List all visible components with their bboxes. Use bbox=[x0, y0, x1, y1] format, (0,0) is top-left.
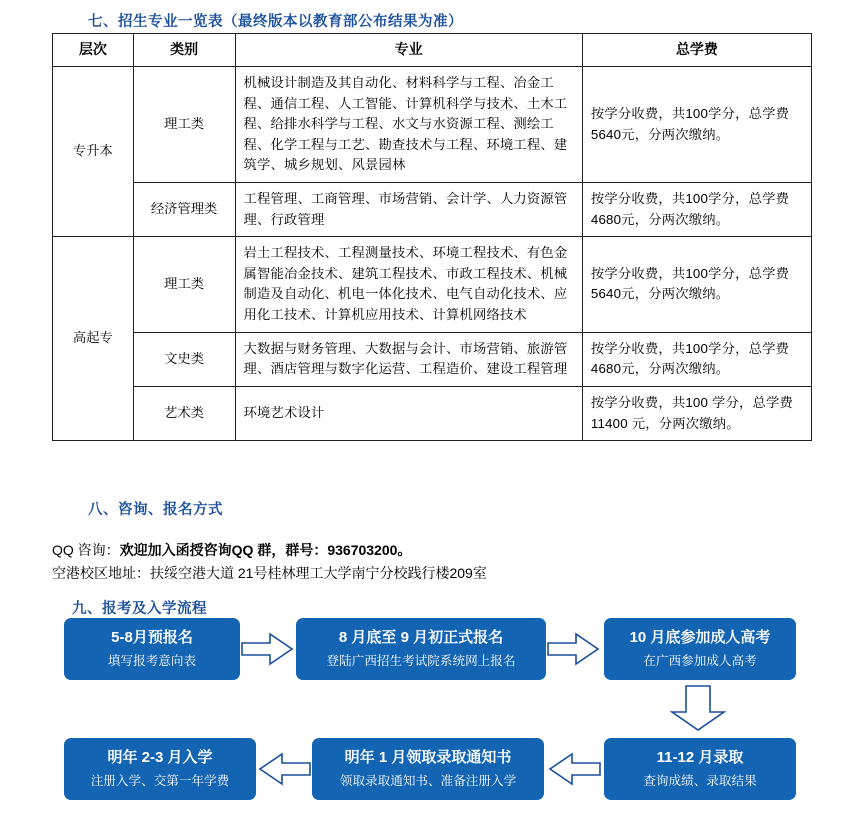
cell-fee: 按学分收费，共100学分，总学费5640元，分两次缴纳。 bbox=[582, 67, 811, 183]
arrow-right-icon-2 bbox=[546, 632, 600, 666]
table-header-row bbox=[53, 34, 812, 67]
qq-value: 欢迎加入函授咨询QQ 群，群号：936703200。 bbox=[119, 542, 412, 558]
flow-step-2 bbox=[296, 618, 546, 680]
flow-step-4-title: 11-12 月录取 bbox=[656, 749, 744, 767]
table-row bbox=[53, 332, 812, 386]
cell-category: 艺术类 bbox=[133, 386, 235, 440]
table-row bbox=[53, 183, 812, 237]
arrow-left-icon-2 bbox=[258, 752, 312, 786]
flow-step-6 bbox=[64, 738, 256, 800]
flow-step-4 bbox=[604, 738, 796, 800]
flow-step-6-title: 明年 2-3 月入学 bbox=[107, 749, 213, 767]
table-row bbox=[53, 237, 812, 332]
section-title-flow: 九、报考及入学流程 bbox=[72, 601, 207, 617]
cell-category: 理工类 bbox=[133, 67, 235, 183]
cell-major: 大数据与财务管理、大数据与会计、市场营销、旅游管理、酒店管理与数字化运营、工程造价、建设工程管理 bbox=[235, 332, 582, 386]
table-header-category: 类别 bbox=[133, 34, 235, 67]
flow-step-1-title: 5-8月预报名 bbox=[111, 629, 193, 647]
flow-step-2-title: 8 月底至 9 月初正式报名 bbox=[338, 629, 504, 647]
flow-step-1 bbox=[64, 618, 240, 680]
cell-category: 经济管理类 bbox=[133, 183, 235, 237]
cell-category: 文史类 bbox=[133, 332, 235, 386]
flow-step-1-sub: 填写报考意向表 bbox=[107, 653, 197, 668]
cell-level: 高起专 bbox=[53, 237, 134, 441]
cell-major: 工程管理、工商管理、市场营销、会计学、人力资源管理、行政管理 bbox=[235, 183, 582, 237]
flow-step-3 bbox=[604, 618, 796, 680]
table-header-level: 层次 bbox=[53, 34, 134, 67]
section-title-majors: 七、招生专业一览表（最终版本以教育部公布结果为准） bbox=[88, 14, 463, 30]
section-title-contact: 八、咨询、报名方式 bbox=[88, 502, 223, 518]
cell-fee: 按学分收费，共100 学分，总学费11400 元，分两次缴纳。 bbox=[582, 386, 811, 440]
cell-level: 专升本 bbox=[53, 67, 134, 237]
arrow-left-icon-1 bbox=[548, 752, 602, 786]
table-header-major: 专业 bbox=[235, 34, 582, 67]
cell-fee: 按学分收费，共100学分，总学费4680元，分两次缴纳。 bbox=[582, 332, 811, 386]
flow-step-2-sub: 登陆广西招生考试院系统网上报名 bbox=[326, 653, 516, 668]
flow-step-5 bbox=[312, 738, 544, 800]
arrow-down-icon bbox=[668, 684, 728, 732]
cell-major: 机械设计制造及其自动化、材料科学与工程、冶金工程、通信工程、人工智能、计算机科学与技术、土木工程、给排水科学与工程、水文与水资源工程、测绘工程、化学工程与工艺、勘查技术与工程、环境工程、建筑学、城乡规划、风景园林 bbox=[235, 67, 582, 183]
table-row bbox=[53, 67, 812, 183]
flow-step-5-sub: 领取录取通知书、准备注册入学 bbox=[339, 773, 517, 788]
flow-step-6-sub: 注册入学、交第一年学费 bbox=[90, 773, 230, 788]
cell-fee: 按学分收费，共100学分，总学费4680元，分两次缴纳。 bbox=[582, 183, 811, 237]
cell-major: 岩土工程技术、工程测量技术、环境工程技术、有色金属智能冶金技术、建筑工程技术、市政工程技术、机械制造及自动化、机电一体化技术、电气自动化技术、应用化工技术、计算机应用技术、计算机网络技术 bbox=[235, 237, 582, 332]
table-row bbox=[53, 386, 812, 440]
table-header-fee: 总学费 bbox=[582, 34, 811, 67]
cell-major: 环境艺术设计 bbox=[235, 386, 582, 440]
campus-address-line: 空港校区地址：扶绥空港大道 21号桂林理工大学南宁分校践行楼209室 bbox=[52, 565, 487, 581]
qq-contact-line bbox=[52, 540, 411, 560]
majors-table bbox=[52, 33, 812, 441]
flow-step-3-sub: 在广西参加成人高考 bbox=[643, 653, 757, 668]
flow-step-5-title: 明年 1 月领取录取通知书 bbox=[344, 749, 512, 767]
cell-fee: 按学分收费，共100学分，总学费5640元，分两次缴纳。 bbox=[582, 237, 811, 332]
flow-step-3-title: 10 月底参加成人高考 bbox=[629, 629, 771, 647]
cell-category: 理工类 bbox=[133, 237, 235, 332]
flow-step-4-sub: 查询成绩、录取结果 bbox=[643, 773, 757, 788]
arrow-right-icon-1 bbox=[240, 632, 294, 666]
qq-label: QQ 咨询： bbox=[52, 542, 120, 558]
